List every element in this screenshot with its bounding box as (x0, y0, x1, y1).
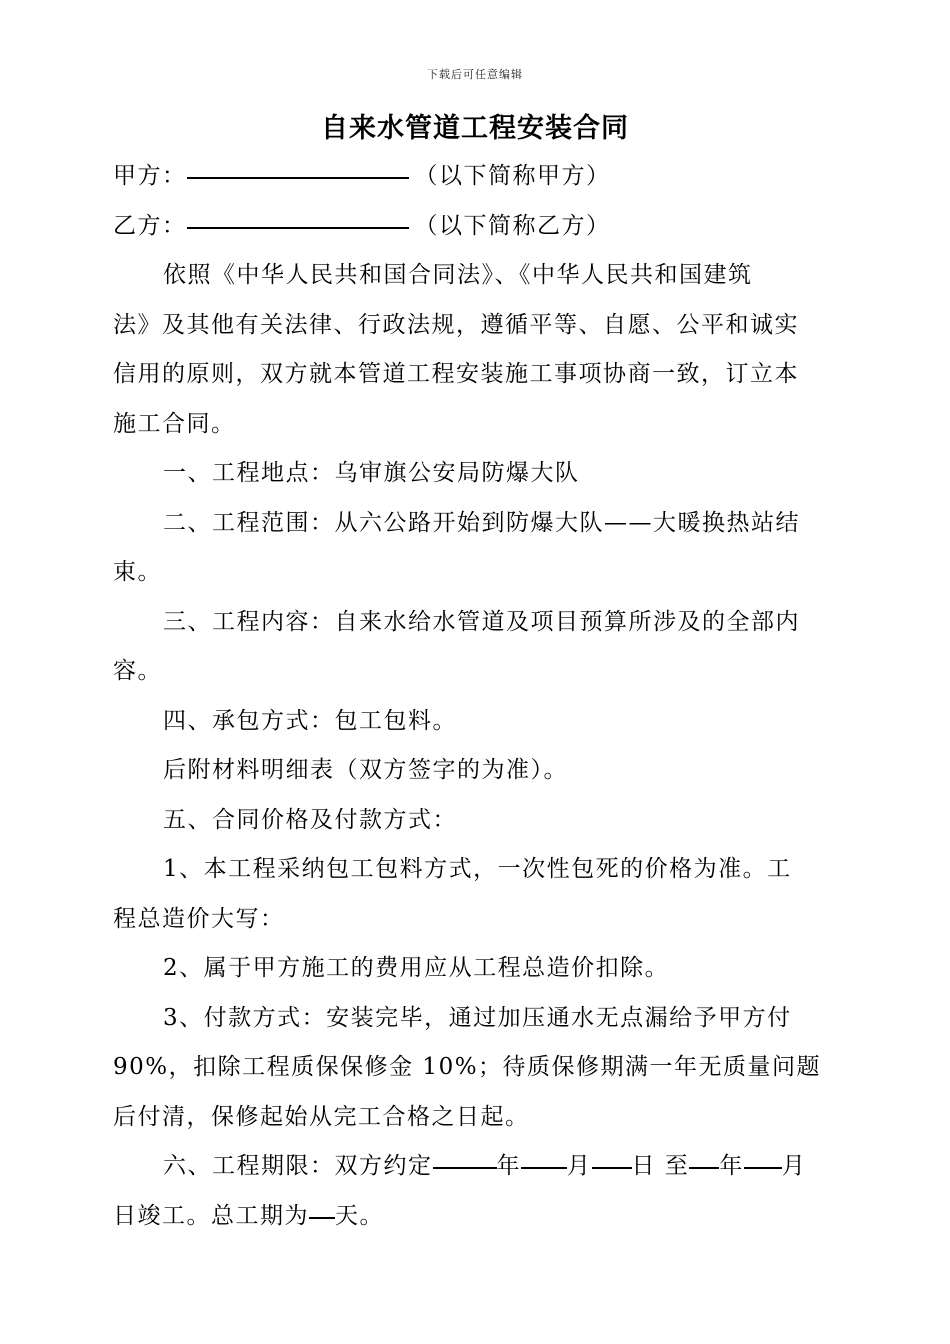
header-note: 下载后可任意编辑 (427, 68, 523, 81)
end-year-blank (689, 1141, 719, 1169)
completion-label: 日竣工。总工期为 (113, 1202, 309, 1229)
clause-6-period (113, 1192, 837, 1242)
party-b-blank (187, 201, 409, 229)
clause-1-location: 一、工程地点：乌审旗公安局防爆大队 (163, 460, 580, 486)
party-b-line (113, 202, 837, 252)
clause-3-content: 容。 (113, 658, 162, 684)
party-b-label: 乙方： (113, 212, 187, 239)
clause-2-scope: 束。 (113, 559, 162, 585)
day-to-label: 日 至 (631, 1153, 690, 1179)
month-label: 月 (567, 1153, 592, 1179)
clause-3-content: 三、工程内容：自来水给水管道及项目预算所涉及的全部内 (163, 608, 800, 635)
party-a-blank (187, 151, 409, 179)
document-title: 自来水管道工程安装合同 (321, 113, 629, 144)
year-label: 年 (719, 1153, 744, 1179)
preamble-line: 施工合同。 (113, 410, 236, 437)
item-5-3: 90%，扣除工程质保保修金 10%；待质保修期满一年无质量问题 (113, 1054, 822, 1080)
preamble-line: 法》及其他有关法律、行政法规，遵循平等、自愿、公平和诚实 (113, 311, 799, 338)
start-year-blank (433, 1141, 497, 1169)
item-5-1: 程总造价大写： (113, 905, 285, 932)
days-label: 天。 (335, 1202, 384, 1229)
item-5-3: 后付清，保修起始从完工合格之日起。 (113, 1103, 530, 1130)
start-day-blank (592, 1141, 632, 1169)
clause-5-price-payment: 五、合同价格及付款方式： (163, 806, 457, 833)
end-month-blank (744, 1141, 782, 1169)
item-5-2: 2、属于甲方施工的费用应从工程总造价扣除。 (163, 955, 670, 981)
preamble-line: 依照《中华人民共和国合同法》、《中华人民共和国建筑 (163, 262, 753, 288)
party-b-suffix: （以下简称乙方） (414, 212, 611, 239)
month-label: 月 (781, 1153, 807, 1179)
party-a-suffix: （以下简称甲方） (414, 163, 611, 189)
year-label: 年 (496, 1153, 521, 1179)
document-body (113, 152, 837, 1241)
party-a-label: 甲方： (113, 163, 187, 189)
preamble-line: 信用的原则，双方就本管道工程安装施工事项协商一致，订立本 (113, 361, 799, 387)
start-month-blank (521, 1141, 567, 1169)
total-days-blank (309, 1191, 335, 1219)
attachment-note: 后附材料明细表（双方签字的为准）。 (163, 757, 568, 783)
clause-4-contract-method: 四、承包方式：包工包料。 (163, 707, 457, 734)
clause-2-scope: 二、工程范围：从六公路开始到防爆大队——大暖换热站结 (163, 509, 800, 536)
item-5-1: 1、本工程采纳包工包料方式，一次性包死的价格为准。工 (163, 856, 792, 882)
clause-6-period (113, 1142, 837, 1192)
party-a-line (113, 152, 837, 202)
clause-6-prefix: 六、工程期限：双方约定 (163, 1153, 433, 1179)
item-5-3: 3、付款方式：安装完毕，通过加压通水无点漏给予甲方付 (163, 1004, 792, 1031)
